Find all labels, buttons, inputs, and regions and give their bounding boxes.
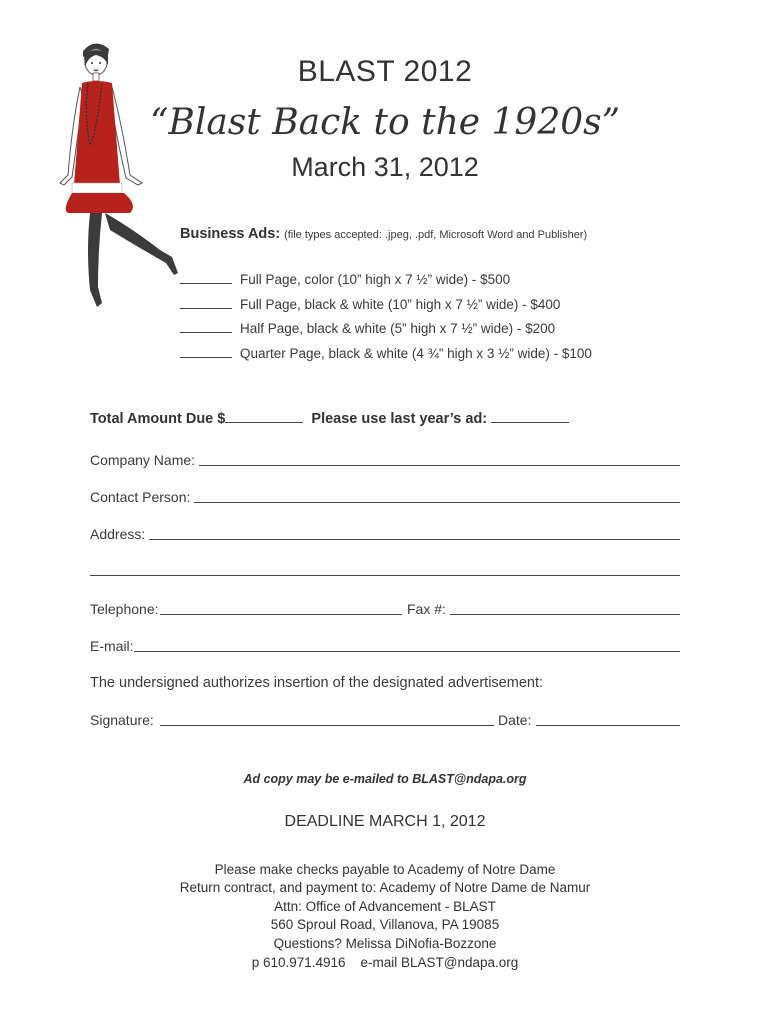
address-label: Address:	[90, 526, 146, 542]
ad-option	[180, 346, 592, 361]
last-year-ad-label: Please use last year’s ad:	[311, 411, 488, 427]
date-field[interactable]	[536, 725, 680, 726]
email-label: E-mail:	[90, 638, 134, 654]
contact-field[interactable]	[194, 502, 680, 503]
contact-line: Questions? Melissa DiNofia-Bozzone	[273, 936, 497, 951]
ad-option-blank[interactable]	[180, 272, 232, 284]
signature-label: Signature:	[90, 712, 154, 728]
event-date: March 31, 2012	[291, 152, 479, 182]
contact-line: Please make checks payable to Academy of Notre Dame	[214, 862, 556, 877]
signature-field[interactable]	[160, 725, 494, 726]
ad-option-blank[interactable]	[180, 346, 232, 358]
total-row	[90, 410, 569, 427]
left-leg	[88, 213, 102, 307]
contact-line: Return contract, and payment to: Academy of Notre Dame de Namur	[179, 880, 591, 895]
right-leg	[105, 213, 178, 275]
event-title: BLAST 2012	[297, 55, 473, 88]
date-label: Date:	[498, 712, 532, 728]
ad-option-label: Full Page, black & white (10” high x 7 ½” wide) - $400	[240, 297, 561, 312]
telephone-field[interactable]	[160, 614, 402, 615]
ad-option-label: Quarter Page, black & white (4 ¾” high x 3 ½” wide) - $100	[240, 346, 592, 361]
ad-option-label: Full Page, color (10” high x 7 ½” wide) - $500	[240, 272, 511, 287]
fax-field[interactable]	[450, 614, 680, 615]
last-year-ad-field[interactable]	[491, 410, 569, 423]
address-field[interactable]	[149, 539, 680, 540]
ad-copy-note: Ad copy may be e-mailed to BLAST@ndapa.org	[243, 772, 527, 786]
total-amount-label: Total Amount Due $	[90, 411, 226, 427]
event-subtitle: “Blast Back to the 1920s”	[149, 102, 621, 143]
contact-line: p 610.971.4916 e-mail BLAST@ndapa.org	[251, 955, 519, 970]
ad-option	[180, 321, 555, 336]
telephone-label: Telephone:	[90, 601, 159, 617]
company-field[interactable]	[199, 465, 680, 466]
total-amount-field[interactable]	[225, 410, 303, 423]
contact-line: 560 Sproul Road, Villanova, PA 19085	[270, 917, 500, 932]
business-ads-heading	[180, 225, 587, 242]
contact-line: Attn: Office of Advancement - BLAST	[274, 899, 496, 914]
ad-option-blank[interactable]	[180, 321, 232, 333]
authorization-statement: The undersigned authorizes insertion of the designated advertisement:	[90, 675, 544, 691]
business-ads-label: Business Ads:	[180, 226, 281, 242]
address-field-line-2[interactable]	[90, 575, 680, 576]
fax-label: Fax #:	[407, 601, 446, 617]
deadline: DEADLINE MARCH 1, 2012	[284, 813, 486, 830]
ad-option-label: Half Page, black & white (5” high x 7 ½” wide) - $200	[240, 321, 556, 336]
ad-option	[180, 297, 560, 312]
contact-label: Contact Person:	[90, 489, 191, 505]
ad-option-blank[interactable]	[180, 297, 232, 309]
company-label: Company Name:	[90, 452, 196, 468]
email-field[interactable]	[134, 651, 680, 652]
ad-option	[180, 272, 510, 287]
file-types-note: (file types accepted: .jpeg, .pdf, Microsoft Word and Publisher)	[284, 229, 588, 241]
